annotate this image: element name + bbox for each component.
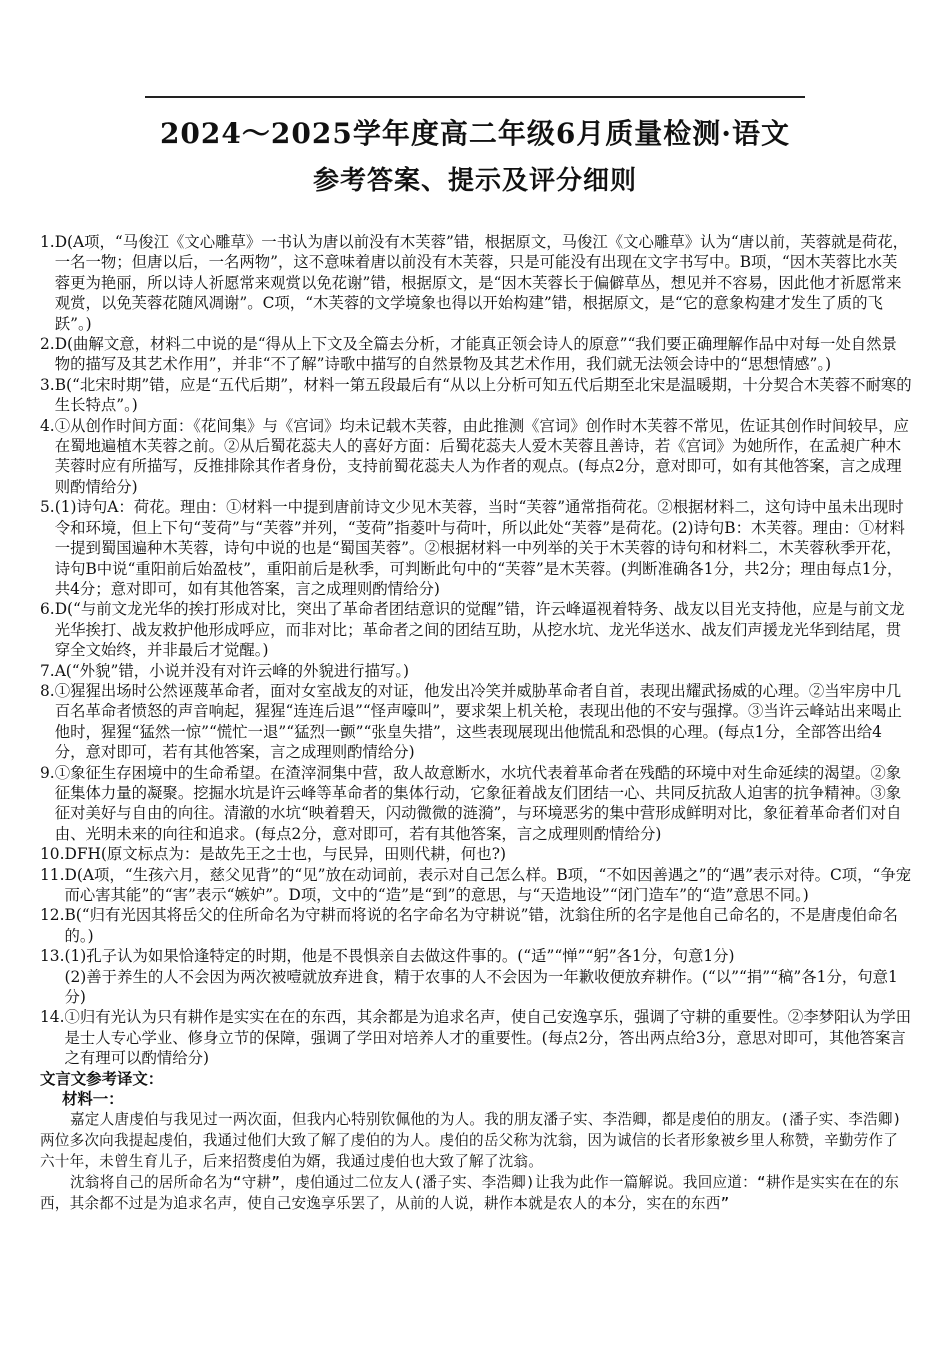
answer-number: 9. xyxy=(40,763,55,782)
answer-paragraph: (1)诗句A：荷花。理由：①材料一中提到唐前诗文少见木芙蓉，当时“芙蓉”通常指荷花。②根据材料二，这句诗中虽未出现时令和环境，但上下句“芰荷”与“芙蓉”并列，“芰荷”指菱叶与荷叶，所以此处“芙蓉”是荷花。(2)诗句B：木芙蓉。理由：①材料一提到蜀国遍种木芙蓉，诗句中说的也是“蜀国芙蓉”。②根据材料一中列举的关于木芙蓉的诗句和材料二，木芙蓉秋季开花，诗句B中说“重阳前后始盈枝”，重阳前后是秋季，可判断此句中的“芙蓉”是木芙蓉。(判断准确各1分，共2分；理由每点1分，共4分；意对即可，如有其他答案，言之成理则酌情给分) xyxy=(54,498,905,598)
document-title: 2024～2025学年度高二年级6月质量检测·语文 xyxy=(159,117,791,150)
answer-number: 4. xyxy=(40,416,55,435)
answer-paragraph: B(“归有光因其将岳父的住所命名为守耕而将说的名字命名为守耕说”错，沈翁住所的名字是他自己命名的，不是唐虔伯命名的。) xyxy=(64,906,898,945)
translation-text xyxy=(40,1109,912,1214)
answer-item xyxy=(40,844,912,864)
answer-item xyxy=(40,497,912,599)
answer-item xyxy=(40,599,912,660)
translation-paragraph: 沈翁将自己的居所命名为“守耕”，虔伯通过二位友人(潘子实、李浩卿)让我为此作一篇解说。我回应道：“耕作是实实在在的东西，其余都不过是为追求名声，使自己安逸享乐罢了，从前的人说，耕作本就是农人的本分，实在的东西” xyxy=(40,1174,900,1213)
answer-paragraph: D(A项，“生孩六月，慈父见背”的“见”放在动词前，表示对自己怎么样。B项，“不如因善遇之”的“遇”表示对待。C项，“争宠而心害其能”的“害”表示“嫉妒”。D项，文中的“造”是“到”的意思，与“天造地设”“闭门造车”的“造”意思不同。) xyxy=(64,865,912,904)
answer-text xyxy=(55,763,912,845)
answer-text xyxy=(55,661,912,681)
answer-item xyxy=(40,416,912,498)
translation-heading: 文言文参考译文： xyxy=(40,1069,164,1088)
answer-text xyxy=(64,844,912,864)
answer-text xyxy=(55,416,912,498)
answer-item xyxy=(40,946,912,1007)
answer-paragraph: (2)善于养生的人不会因为两次被噎就放弃进食，精于农事的人不会因为一年歉收便放弃耕作。(“以”“捐”“稿”各1分，句意1分) xyxy=(64,967,898,1007)
answer-item xyxy=(40,681,912,763)
answer-paragraph: A(“外貌”错，小说并没有对许云峰的外貌进行描写。) xyxy=(54,661,410,680)
answer-number: 13. xyxy=(40,947,65,966)
answer-number: 7. xyxy=(40,661,55,680)
document-subtitle: 参考答案、提示及评分细则 xyxy=(312,166,637,196)
top-rule xyxy=(145,96,805,98)
answer-number: 12. xyxy=(40,906,65,925)
answer-item xyxy=(40,375,912,416)
answer-item xyxy=(40,661,912,681)
answer-paragraph: (1)孔子认为如果恰逢特定的时期，他是不畏惧亲自去做这件事的。(“适”“惮”“躬”各1分，句意1分) xyxy=(64,947,735,966)
answer-paragraph: ①归有光认为只有耕作是实实在在的东西，其余都是为追求名声，使自己安逸享乐，强调了守耕的重要性。②李梦阳认为学田是士人专心学业、修身立节的保障，强调了学田对培养人才的重要性。(每点2分，答出两点给3分，意思对即可，其他答案言之有理可以酌情给分) xyxy=(64,1008,911,1068)
answer-text xyxy=(55,681,912,763)
answer-number: 10. xyxy=(40,845,65,864)
answer-number: 1. xyxy=(40,233,55,251)
answer-text xyxy=(64,1007,912,1068)
answer-text xyxy=(55,334,912,375)
answer-item xyxy=(40,905,912,946)
answer-number: 3. xyxy=(40,375,55,394)
answer-paragraph: DFH(原文标点为：是故先王之士也，与民异，田则代耕，何也?) xyxy=(64,845,506,864)
answer-list xyxy=(40,232,912,1069)
answer-number: 14. xyxy=(40,1008,65,1027)
answer-text xyxy=(55,497,912,599)
answer-number: 8. xyxy=(40,681,55,700)
answer-text xyxy=(64,905,912,946)
answer-item xyxy=(40,334,912,375)
answer-item xyxy=(40,1007,912,1068)
answer-number: 5. xyxy=(40,498,55,517)
translation-paragraph: 嘉定人唐虔伯与我见过一两次面，但我内心特别钦佩他的为人。我的朋友潘子实、李浩卿，都是虔伯的朋友。(潘子实、李浩卿)两位多次向我提起虔伯，我通过他们大致了解了虔伯的为人。虔伯的岳父称为沈翁，因为诚信的长者形象被乡里人称赞，辛勤劳作了六十年，未曾生育儿子，后来招赘虔伯为婿，我通过虔伯也大致了解了沈翁。 xyxy=(40,1111,902,1171)
answer-paragraph: ①象征生存困境中的生命希望。在渣滓洞集中营，敌人故意断水，水坑代表着革命者在残酷的环境中对生命延续的渴望。②象征集体力量的凝聚。挖掘水坑是许云峰等革命者的集体行动，它象征着战友们团结一心、共同反抗敌人迫害的抗争精神。③象征对美好与自由的向往。清澈的水坑“映着碧天，闪动微微的涟漪”，与环境恶劣的集中营形成鲜明对比，象征着革命者们对自由、光明未来的向往和追求。(每点2分，意对即可，若有其他答案，言之成理则酌情给分) xyxy=(54,763,902,843)
answer-text xyxy=(55,232,912,334)
answer-paragraph: ①猩猩出场时公然诬蔑革命者，面对女室战友的对证，他发出冷笑并威胁革命者自首，表现出耀武扬威的心理。②当牢房中几百名革命者愤怒的声音响起，猩猩“连连后退”“怪声嚎叫”，要求架上机关枪，表现出他的不安与强撑。③当许云峰站出来喝止他时，猩猩“猛然一惊”“慌忙一退”“猛烈一颤”“张皇失措”，这些表现展现出他慌乱和恐惧的心理。(每点1分，全部答出给4分，意对即可，若有其他答案，言之成理则酌情给分) xyxy=(54,681,902,762)
answer-body xyxy=(40,232,912,1214)
answer-number: 2. xyxy=(40,335,55,354)
answer-paragraph: D(A项，“马俊江《文心雕草》一书认为唐以前没有木芙蓉”错，根据原文，马俊江《文心雕草》认为“唐以前，芙蓉就是荷花，一名一物；但唐以后，一名两物”，这不意味着唐以前没有木芙蓉，只是可能没有出现在文字书写中。B项，“因木芙蓉比水芙蓉更为艳丽，所以诗人祈愿常来观赏以免花谢”错，根据原文，是“因木芙蓉长于偏僻草丛，想见并不容易，因此他才祈愿常来观赏，以免芙蓉花随风凋谢”。C项，“木芙蓉的文学境象也得以开始构建”错，根据原文，是“它的意象构建才发生了质的飞跃”。) xyxy=(54,233,909,333)
answer-text xyxy=(55,375,912,416)
answer-item xyxy=(40,763,912,845)
answer-paragraph: B(“北宋时期”错，应是“五代后期”，材料一第五段最后有“从以上分析可知五代后期至北宋是温暖期，十分契合木芙蓉不耐寒的生长特点”。) xyxy=(54,375,912,415)
answer-text xyxy=(64,946,912,1007)
answer-paragraph: D(“与前文龙光华的挨打形成对比，突出了革命者团结意识的觉醒”错，许云峰逼视着特务、战友以目光支持他，应是与前文龙光华挨打、战友救护他形成呼应，而非对比；革命者之间的团结互助，从挖水坑、龙光华送水、战友们声援龙光华到结尾，贯穿全文始终，并非最后才觉醒。) xyxy=(54,600,905,660)
answer-paragraph: ①从创作时间方面：《花间集》与《宫词》均未记载木芙蓉，由此推测《宫词》创作时木芙蓉不常见，佐证其创作时间较早，应在蜀地遍植木芙蓉之前。②从后蜀花蕊夫人的喜好方面：后蜀花蕊夫人爱木芙蓉且善诗，若《宫词》为她所作，在孟昶广种木芙蓉时应有所描写，反推排除其作者身份，支持前蜀花蕊夫人为作者的观点。(每点2分，意对即可，如有其他答案，言之成理则酌情给分) xyxy=(54,416,909,496)
material-label: 材料一： xyxy=(62,1090,124,1109)
answer-item xyxy=(40,232,912,334)
answer-text xyxy=(64,865,912,906)
answer-item xyxy=(40,865,912,906)
answer-number: 11. xyxy=(40,865,65,884)
answer-paragraph: D(曲解文意，材料二中说的是“得从上下文及全篇去分析，才能真正领会诗人的原意”“我们要正确理解作品中对每一处自然景物的描写及其艺术作用”，并非“不了解”诗歌中描写的自然景物及其艺术作用，我们就无法领会诗中的“思想情感”。) xyxy=(54,335,897,374)
answer-number: 6. xyxy=(40,600,55,619)
answer-text xyxy=(55,599,912,660)
